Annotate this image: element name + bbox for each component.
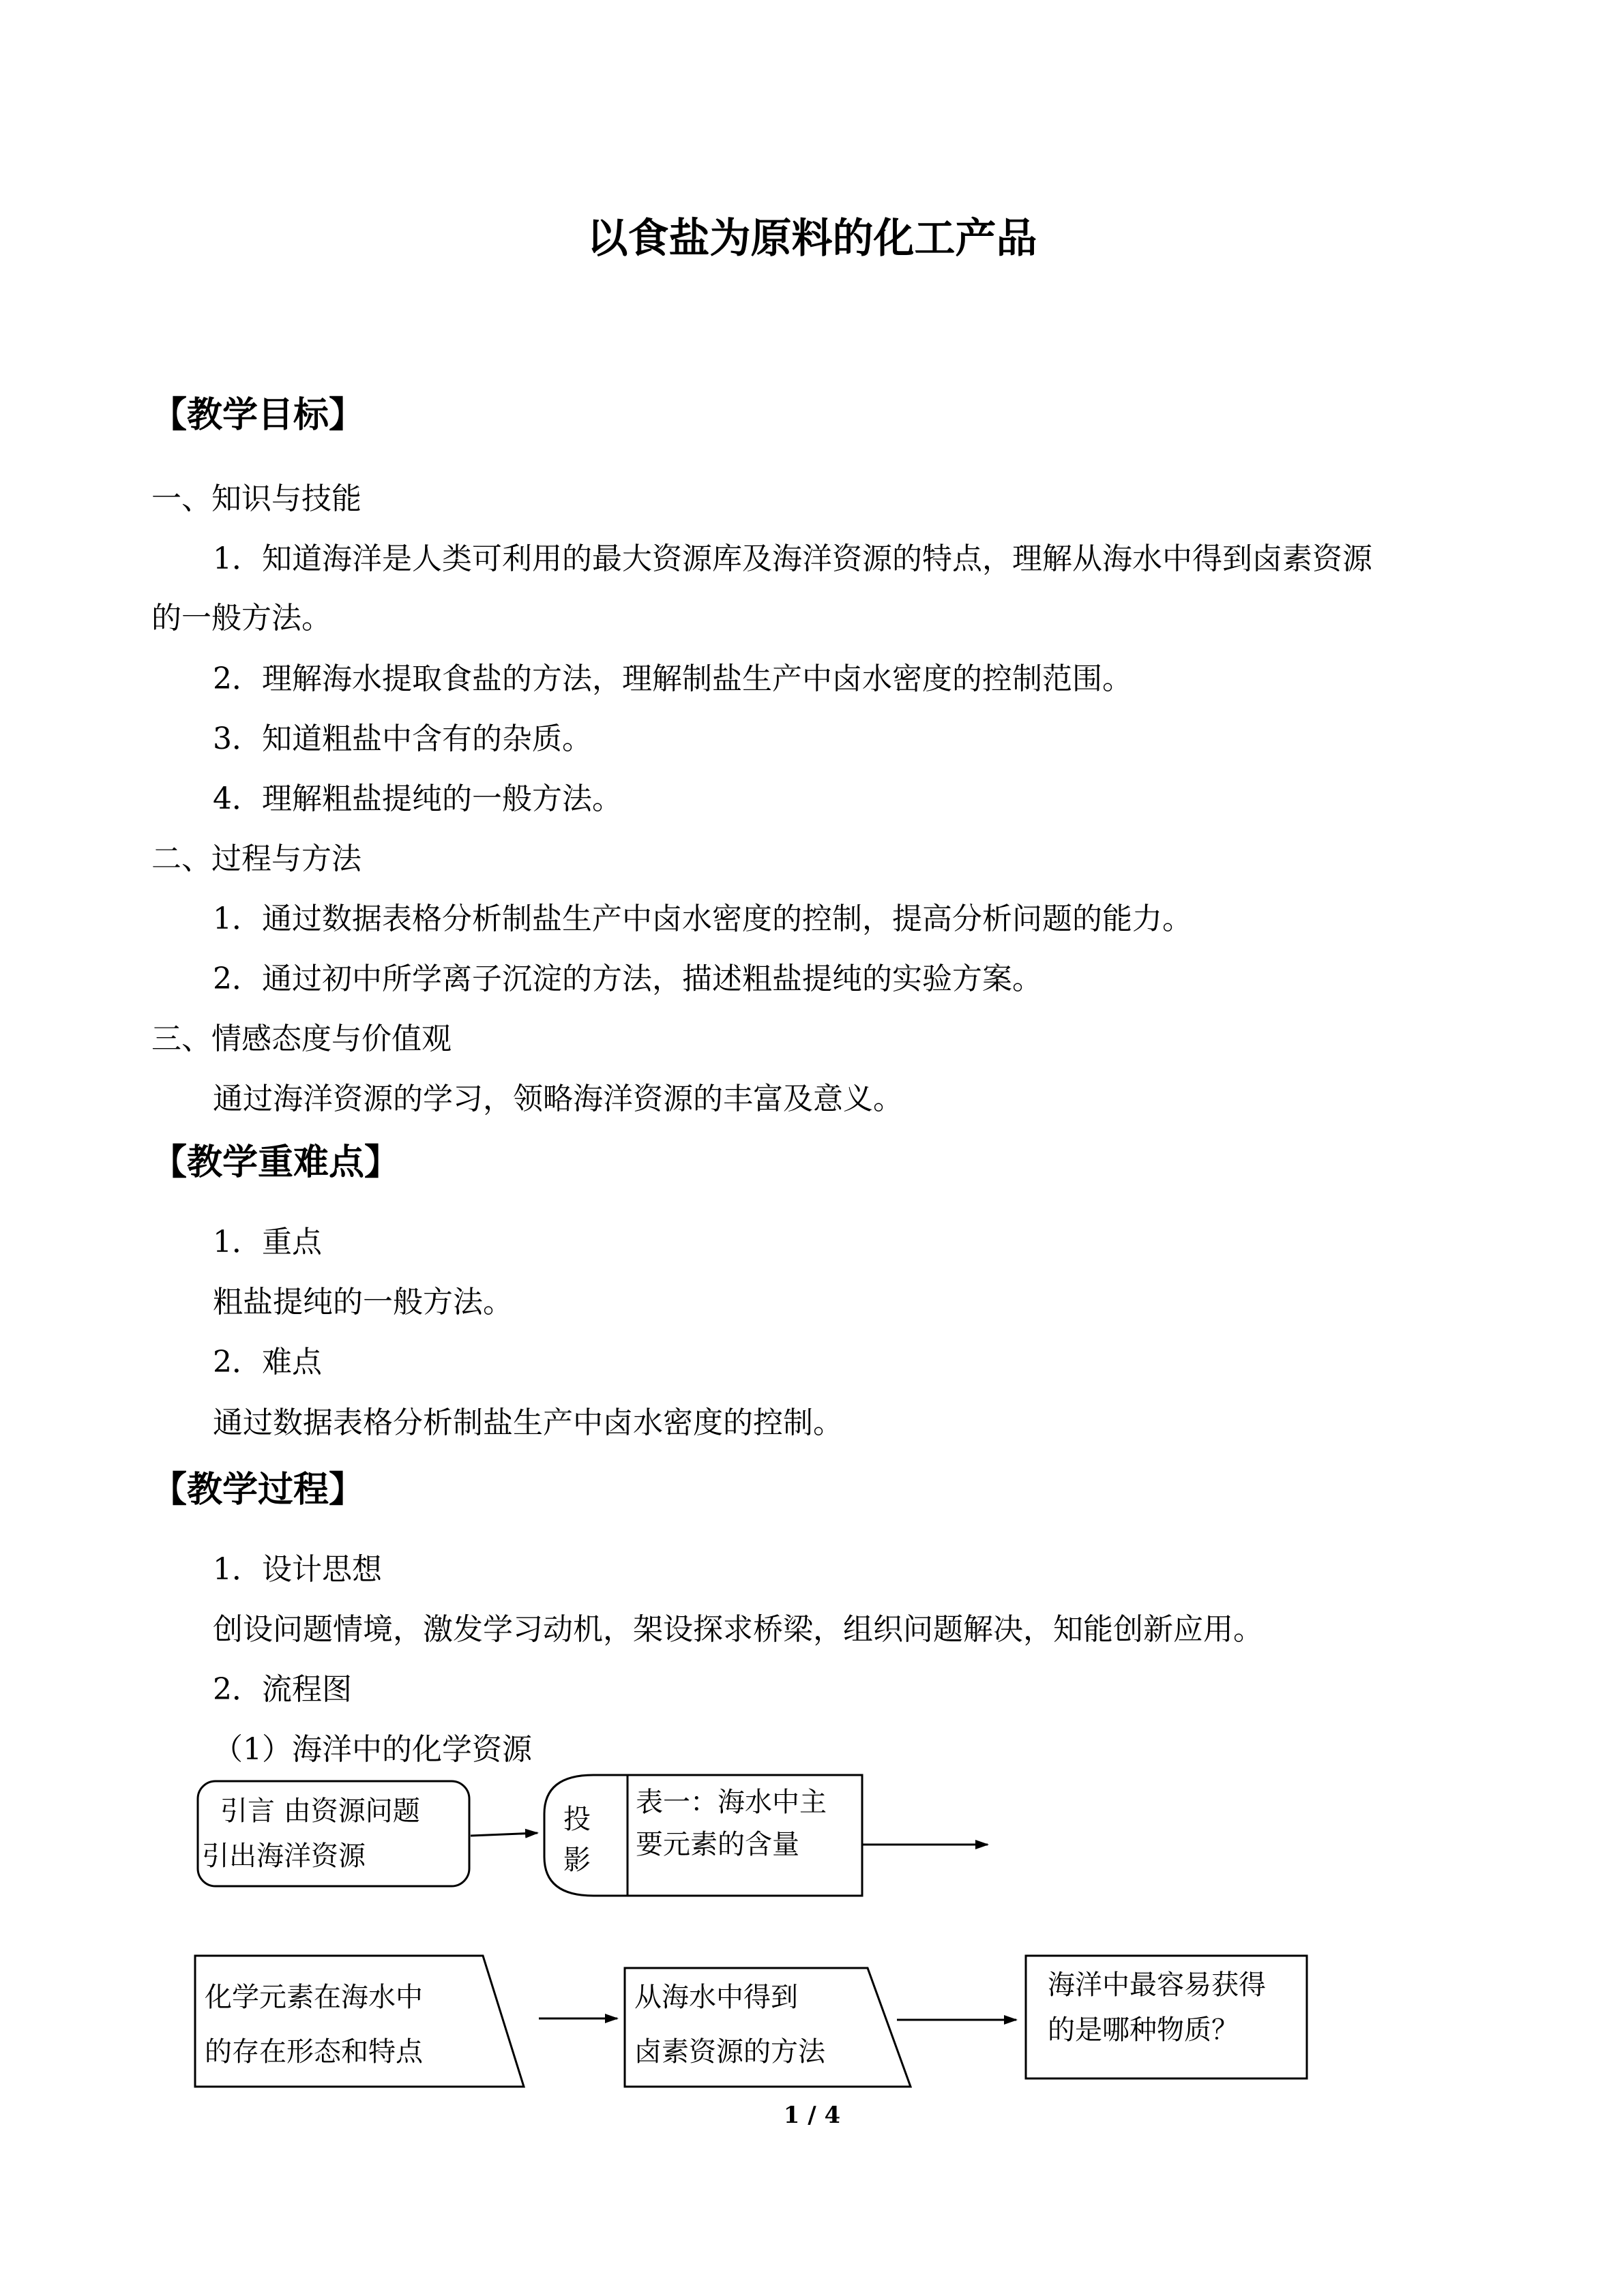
objective-emotion-1: 通过海洋资源的学习，领略海洋资源的丰富及意义。: [213, 1082, 903, 1116]
objectives-heading-knowledge: 一、知识与技能: [151, 481, 361, 516]
table-box-line1: 表一：海水中主: [636, 1787, 827, 1818]
projection-line1: 投: [563, 1804, 591, 1835]
page-title: 以食盐为原料的化工产品: [587, 215, 1037, 263]
question-line1: 海洋中最容易获得: [1048, 1969, 1266, 2001]
objectives-heading-emotion: 三、情感态度与价值观: [151, 1022, 452, 1056]
page-number: 1 / 4: [783, 2102, 841, 2129]
chemical-form-line1: 化学元素在海水中: [205, 1982, 423, 2013]
arrow-intro-to-projection: [471, 1833, 537, 1836]
intro-box-line2: 引出海洋资源: [202, 1840, 366, 1872]
objective-knowledge-1-line2: 的一般方法。: [151, 601, 331, 636]
difficulty-label: 2．难点: [213, 1345, 322, 1380]
projection-line2: 影: [563, 1845, 591, 1876]
halogen-method-line2: 卤素资源的方法: [634, 2036, 825, 2068]
flowchart-label: 2．流程图: [213, 1672, 352, 1707]
objective-knowledge-4: 4．理解粗盐提纯的一般方法。: [213, 781, 622, 816]
objective-process-2: 2．通过初中所学离子沉淀的方法，描述粗盐提纯的实验方案。: [213, 961, 1042, 996]
section-heading-objectives: 【教学目标】: [151, 395, 365, 436]
chemical-form-line2: 的存在形态和特点: [205, 2036, 423, 2068]
objective-knowledge-2: 2．理解海水提取食盐的方法，理解制盐生产中卤水密度的控制范围。: [213, 661, 1132, 696]
design-text: 创设问题情境，激发学习动机，架设探求桥梁，组织问题解决，知能创新应用。: [213, 1612, 1263, 1647]
difficulty-text: 通过数据表格分析制盐生产中卤水密度的控制。: [213, 1405, 843, 1440]
objective-knowledge-3: 3．知道粗盐中含有的杂质。: [213, 721, 592, 756]
halogen-method-line1: 从海水中得到: [634, 1982, 798, 2013]
flowchart-subtitle: （1）海洋中的化学资源: [213, 1732, 532, 1767]
section-heading-keypoints: 【教学重难点】: [151, 1142, 400, 1183]
objective-process-1: 1．通过数据表格分析制盐生产中卤水密度的控制，提高分析问题的能力。: [213, 901, 1192, 936]
objective-knowledge-1-line1: 1．知道海洋是人类可利用的最大资源库及海洋资源的特点，理解从海水中得到卤素资源: [213, 541, 1372, 576]
keypoint-text: 粗盐提纯的一般方法。: [213, 1285, 513, 1320]
question-line2: 的是哪种物质？: [1048, 2014, 1239, 2046]
section-heading-process: 【教学过程】: [151, 1470, 365, 1510]
keypoint-label: 1．重点: [213, 1225, 322, 1259]
design-label: 1．设计思想: [213, 1552, 382, 1587]
objectives-heading-process: 二、过程与方法: [151, 841, 361, 876]
table-box-line2: 要元素的含量: [636, 1829, 799, 1860]
intro-box-line1: 引言 由资源问题: [220, 1795, 420, 1827]
